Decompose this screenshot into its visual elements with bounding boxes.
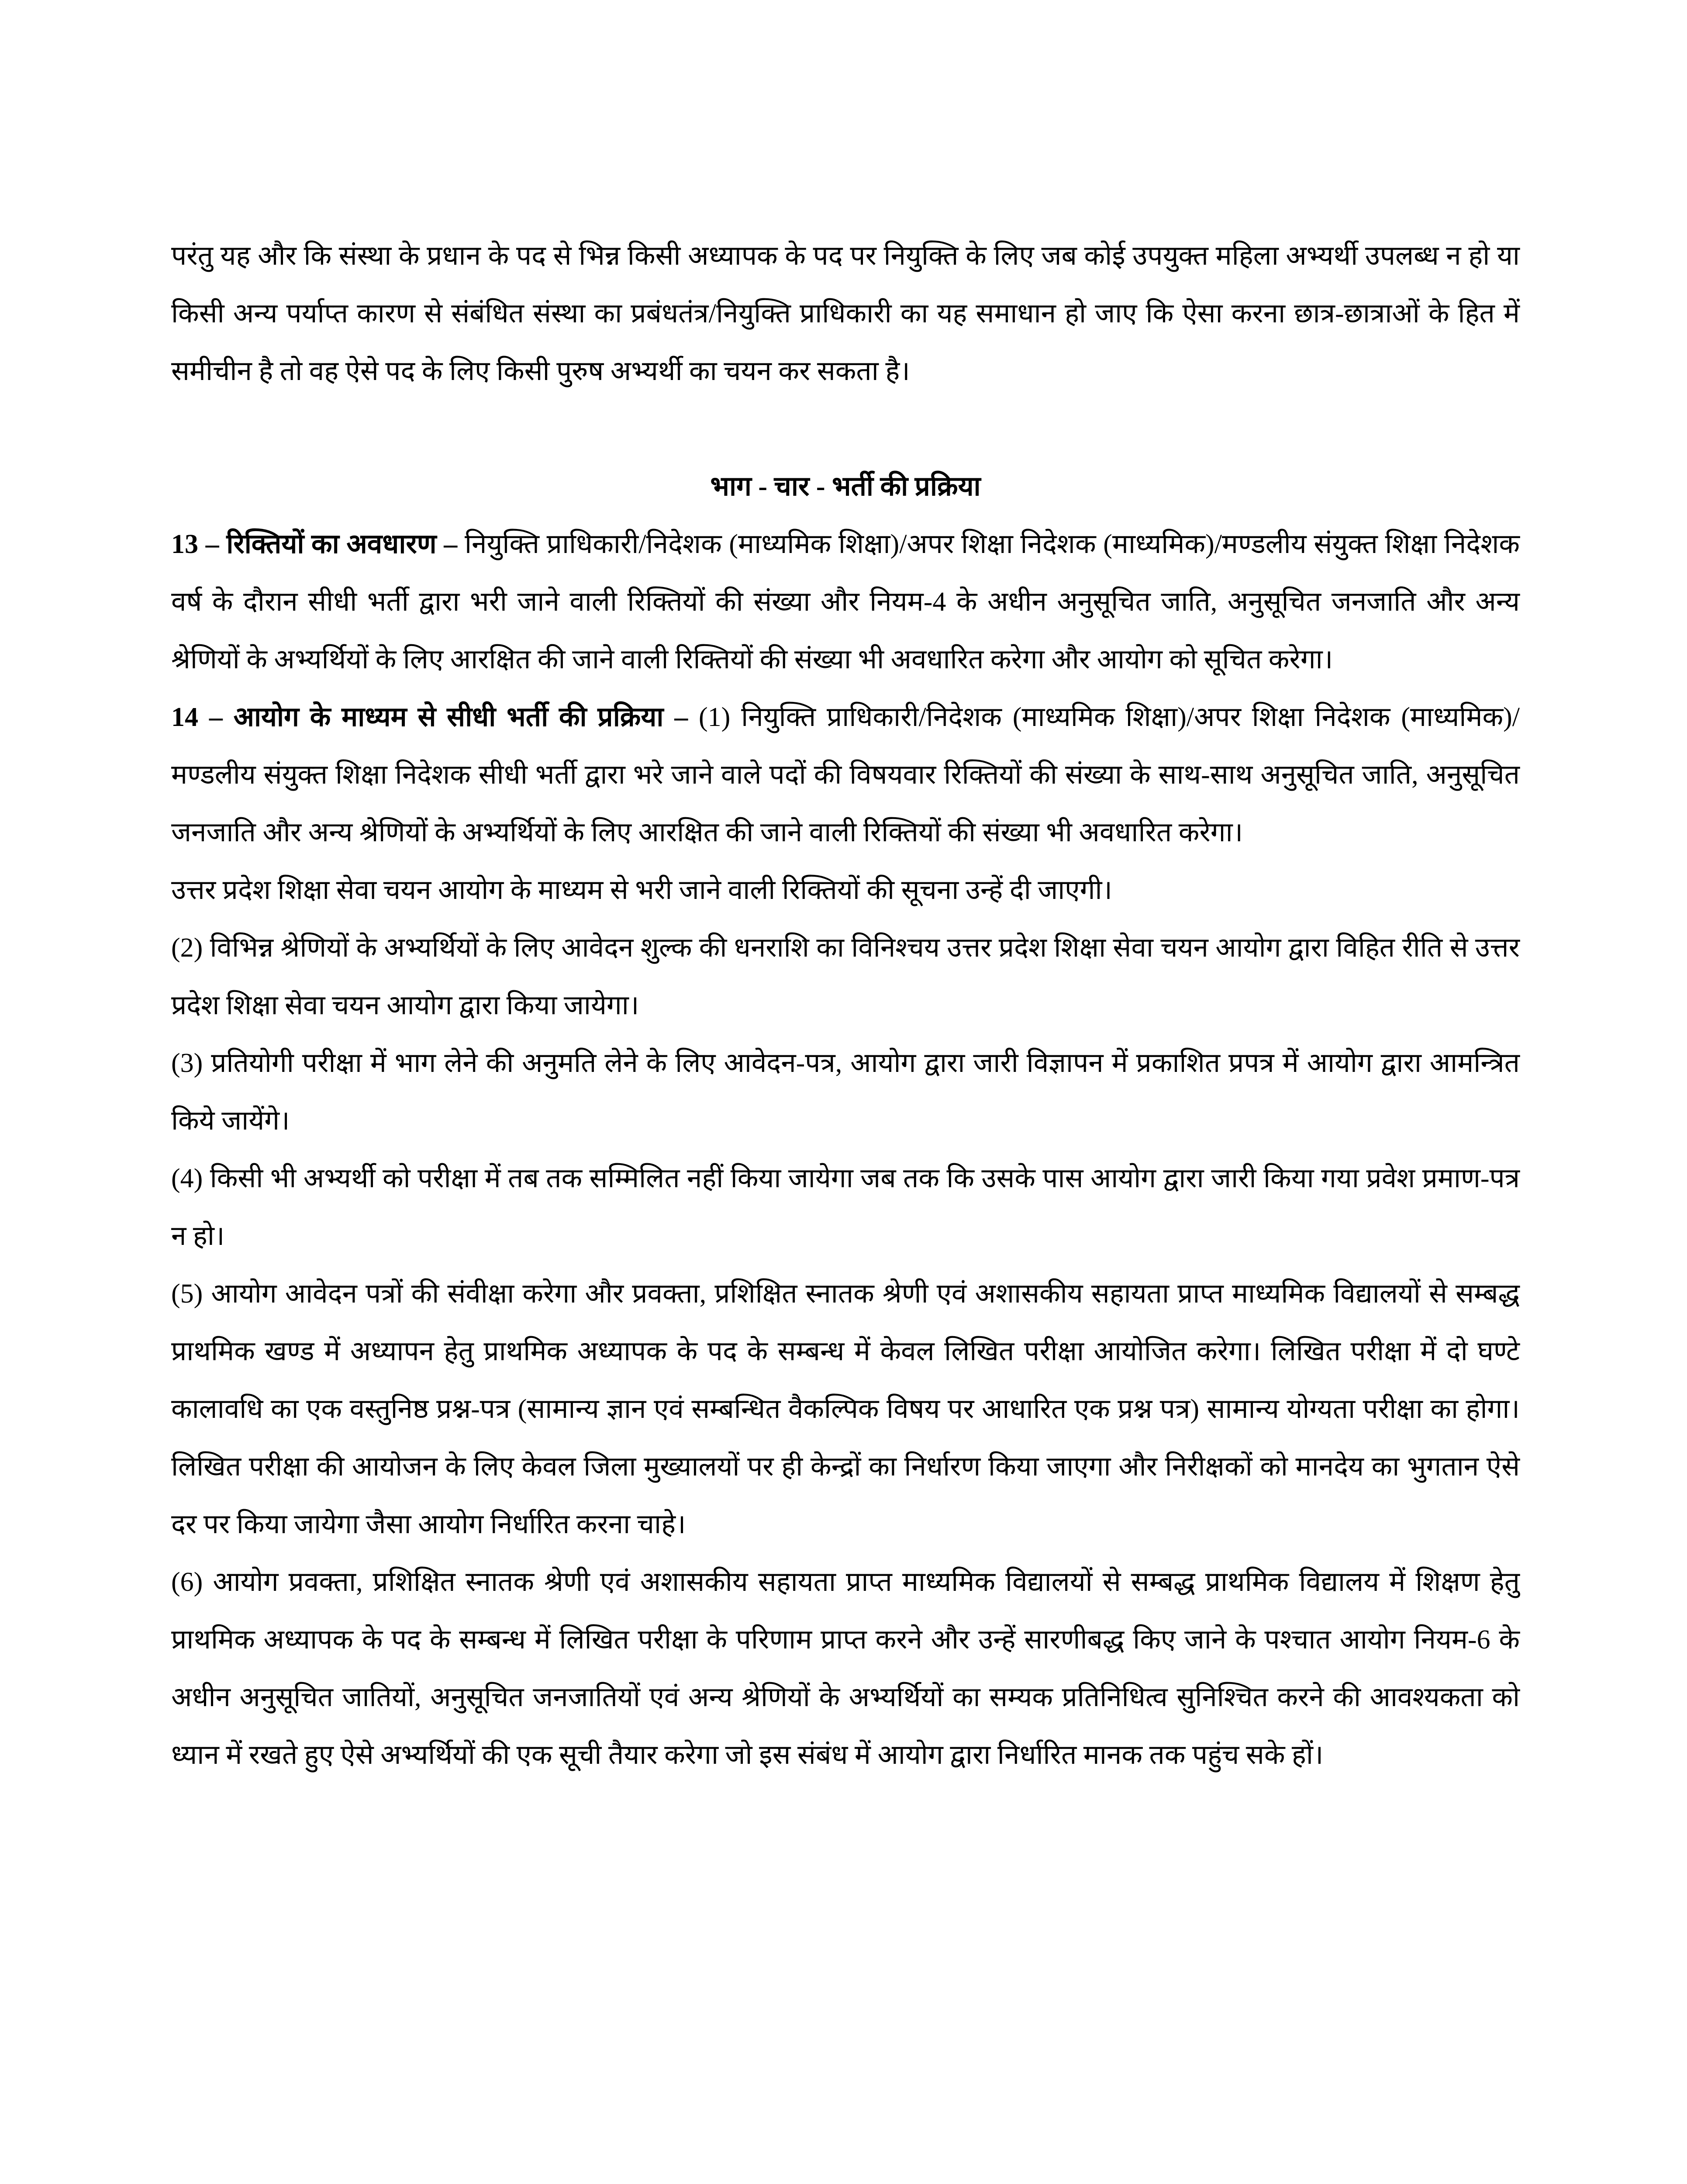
clause-13-number-title: 13 – रिक्तियों का अवधारण – [171,529,458,559]
clause-14-sub-5: (5) आयोग आवेदन पत्रों की संवीक्षा करेगा और प्रवक्ता, प्रशिक्षित स्नातक श्रेणी एवं अशासकीय सहायता प्राप्त माध्यमिक विद्यालयों से सम्बद्ध प्राथमिक खण्ड में अध्यापन हेतु प्राथमिक अध्यापक के पद के सम्बन्ध में केवल लिखित परीक्षा आयोजित करेगा। लिखित परीक्षा में दो घण्टे कालावधि का एक वस्तुनिष्ठ प्रश्न-पत्र (सामान्य ज्ञान एवं सम्बन्धित वैकल्पिक विषय पर आधारित एक प्रश्न पत्र) सामान्य योग्यता परीक्षा का होगा। लिखित परीक्षा की आयोजन के लिए केवल जिला मुख्यालयों पर ही केन्द्रों का निर्धारण किया जाएगा और निरीक्षकों को मानदेय का भुगतान ऐसे दर पर किया जायेगा जैसा आयोग निर्धारित करना चाहे। [171,1279,1520,1539]
clause-13 [171,515,1520,688]
clause-14-number-title: 14 – आयोग के माध्यम से सीधी भर्ती की प्रक्रिया – [171,702,688,732]
clause-14-sub-2: (2) विभिन्न श्रेणियों के अभ्यर्थियों के लिए आवेदन शुल्क की धनराशि का विनिश्चय उत्तर प्रदेश शिक्षा सेवा चयन आयोग द्वारा विहित रीति से उत्तर प्रदेश शिक्षा सेवा चयन आयोग द्वारा किया जायेगा। [171,933,1520,1020]
clause-14-sub-3: (3) प्रतियोगी परीक्षा में भाग लेने की अनुमति लेने के लिए आवेदन-पत्र, आयोग द्वारा जारी विज्ञापन में प्रकाशित प्रपत्र में आयोग द्वारा आमन्त्रित किये जायेंगे। [171,1048,1520,1136]
clause-13-body: नियुक्ति प्राधिकारी/निदेशक (माध्यमिक शिक्षा)/अपर शिक्षा निदेशक (माध्यमिक)/मण्डलीय संयुक्त शिक्षा निदेशक वर्ष के दौरान सीधी भर्ती द्वारा भरी जाने वाली रिक्तियों की संख्या और नियम-4 के अधीन अनुसूचित जाति, अनुसूचित जनजाति और अन्य श्रेणियों के अभ्यर्थियों के लिए आरक्षित की जाने वाली रिक्तियों की संख्या भी अवधारित करेगा और आयोग को सूचित करेगा। [171,529,1520,674]
intro-paragraph: परंतु यह और कि संस्था के प्रधान के पद से भिन्न किसी अध्यापक के पद पर नियुक्ति के लिए जब कोई उपयुक्त महिला अभ्यर्थी उपलब्ध न हो या किसी अन्य पर्याप्त कारण से संबंधित संस्था का प्रबंधतंत्र/नियुक्ति प्राधिकारी का यह समाधान हो जाए कि ऐसा करना छात्र-छात्राओं के हित में समीचीन है तो वह ऐसे पद के लिए किसी पुरुष अभ्यर्थी का चयन कर सकता है। [171,241,1520,386]
clause-14-sub-4: (4) किसी भी अभ्यर्थी को परीक्षा में तब तक सम्मिलित नहीं किया जायेगा जब तक कि उसके पास आयोग द्वारा जारी किया गया प्रवेश प्रमाण-पत्र न हो। [171,1164,1520,1251]
vacancy-notice-paragraph: उत्तर प्रदेश शिक्षा सेवा चयन आयोग के माध्यम से भरी जाने वाली रिक्तियों की सूचना उन्हें दी जाएगी। [171,875,1113,905]
clause-14-sub-1-body: (1) नियुक्ति प्राधिकारी/निदेशक (माध्यमिक शिक्षा)/अपर शिक्षा निदेशक (माध्यमिक)/मण्डलीय संयुक्त शिक्षा निदेशक सीधी भर्ती द्वारा भरे जाने वाले पदों की विषयवार रिक्तियों की संख्या के साथ-साथ अनुसूचित जाति, अनुसूचित जनजाति और अन्य श्रेणियों के अभ्यर्थियों के लिए आरक्षित की जाने वाली रिक्तियों की संख्या भी अवधारित करेगा। [171,702,1520,847]
clause-14 [171,688,1520,861]
clause-14-sub-6: (6) आयोग प्रवक्ता, प्रशिक्षित स्नातक श्रेणी एवं अशासकीय सहायता प्राप्त माध्यमिक विद्यालयों से सम्बद्ध प्राथमिक विद्यालय में शिक्षण हेतु प्राथमिक अध्यापक के पद के सम्बन्ध में लिखित परीक्षा के परिणाम प्राप्त करने और उन्हें सारणीबद्ध किए जाने के पश्चात आयोग नियम-6 के अधीन अनुसूचित जातियों, अनुसूचित जनजातियों एवं अन्य श्रेणियों के अभ्यर्थियों का सम्यक प्रतिनिधित्व सुनिश्चित करने की आवश्यकता को ध्यान में रखते हुए ऐसे अभ्यर्थियों की एक सूची तैयार करेगा जो इस संबंध में आयोग द्वारा निर्धारित मानक तक पहुंच सके हों। [171,1567,1520,1770]
section-heading: भाग - चार - भर्ती की प्रक्रिया [710,472,981,501]
